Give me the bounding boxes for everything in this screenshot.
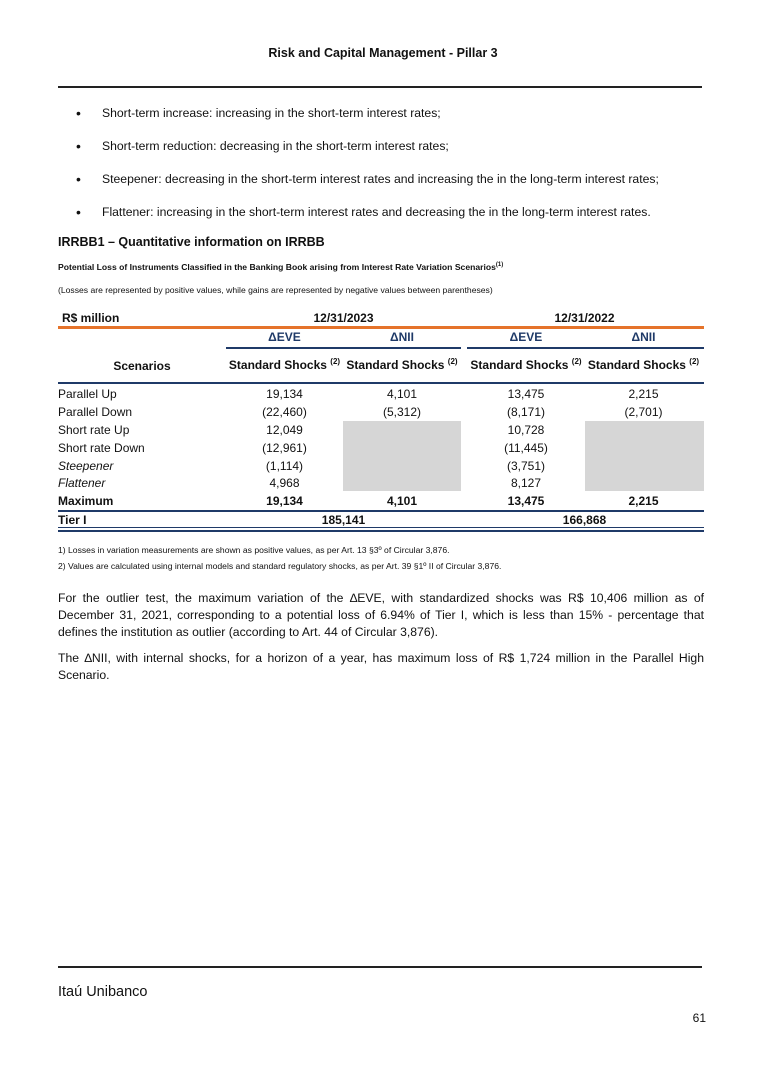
maximum-rule — [58, 510, 704, 512]
table-cell: 12,049 — [266, 423, 303, 437]
bullet-list — [58, 105, 702, 237]
table-cell: (8,171) — [506, 405, 546, 419]
page-number: 61 — [692, 1011, 706, 1025]
scenarios-header: Scenarios — [113, 359, 171, 373]
footer-divider — [58, 966, 702, 968]
table-bottom-rule — [58, 530, 704, 532]
tier1-value-2023: 185,141 — [321, 513, 366, 527]
table-cell: (5,312) — [382, 405, 422, 419]
table-cell: (11,445) — [504, 441, 548, 455]
table-cell: 13,475 — [507, 387, 545, 401]
table-cell: 4,968 — [269, 476, 300, 490]
nii-paragraph: The ∆NII, with internal shocks, for a horizon of a year, has maximum loss of R$ 1,724 million in the Parallel High Scenario. — [58, 651, 704, 682]
table-cell: (22,460) — [262, 405, 307, 419]
table-cell: 19,134 — [266, 387, 303, 401]
scenario-name: Flattener — [58, 476, 106, 490]
tier1-label: Tier I — [58, 513, 87, 527]
section-title: IRRBB1 – Quantitative information on IRRBB — [58, 235, 325, 249]
shock-header: Standard Shocks $^{(2)}$ — [346, 357, 458, 372]
scenario-name: Short rate Down — [58, 441, 145, 455]
table-cell: (12,961) — [262, 441, 307, 455]
scenario-name: Parallel Up — [58, 387, 117, 401]
scenario-name: Short rate Up — [58, 423, 130, 437]
table-cell: 2,215 — [628, 494, 659, 508]
period-header-2023: 12/31/2023 — [313, 311, 374, 325]
table-cell: (3,751) — [506, 459, 546, 473]
shock-header: Standard Shocks $^{(2)}$ — [228, 357, 341, 372]
not-applicable-shade — [585, 421, 704, 491]
header-orange-rule — [58, 326, 704, 329]
measure-eve-2022: ΔEVE — [509, 330, 543, 344]
shock-header: Standard Shocks $^{(2)}$ — [587, 357, 700, 372]
table-cell: 13,475 — [507, 494, 545, 508]
table-cell: (1,114) — [265, 459, 304, 473]
table-cell: 4,101 — [386, 387, 418, 401]
subtitle-text: Potential Loss of Instruments Classified in the Banking Book arising from Interest Rate Variation Scenarios — [58, 262, 496, 272]
table-cell: 2,215 — [628, 387, 659, 401]
table-cell: (2,701) — [624, 405, 663, 419]
footer-brand: Itaú Unibanco — [58, 984, 148, 1000]
unit-label: R$ million — [62, 311, 120, 325]
outlier-test-paragraph: For the outlier test, the maximum variation of the ∆EVE, with standardized shocks was R$ 10,406 million as of December 31, 2021, corresponding to a potential loss of 6.94% of Tier I, which is less than 15% - percentage that defines the institution as outlier (according to Art. 44 of Circular 3,876). — [58, 591, 704, 639]
bullet-icon: • — [76, 204, 81, 220]
scenario-name: Steepener — [58, 459, 114, 473]
maximum-label: Maximum — [58, 494, 114, 508]
table-cell: 19,134 — [266, 494, 303, 508]
header-bottom-rule — [58, 382, 704, 384]
tier1-value-2022: 166,868 — [562, 513, 607, 527]
scenario-name: Parallel Down — [58, 405, 133, 419]
measure-underline — [585, 347, 704, 349]
measure-nii-2023: ΔNII — [390, 330, 414, 344]
measure-underline — [226, 347, 343, 349]
header-divider — [58, 86, 702, 88]
not-applicable-shade — [343, 421, 461, 491]
footnote-1: 1) Losses in variation measurements are shown as positive values, as per Art. 13 §3º of Circular 3,876. — [58, 545, 450, 555]
table-cell: 8,127 — [510, 476, 542, 490]
measure-eve-2023: ΔEVE — [268, 330, 301, 344]
bullet-icon: • — [76, 171, 81, 187]
table-cell: 4,101 — [386, 494, 418, 508]
subtitle-ref: (1) — [495, 262, 504, 269]
sign-convention-note: (Losses are represented by positive values, while gains are represented by negative values between parentheses) — [58, 285, 493, 295]
bullet-text: Short-term reduction: decreasing in the short-term interest rates; — [102, 139, 449, 153]
table-bottom-rule — [58, 527, 704, 528]
bullet-icon: • — [76, 138, 81, 154]
measure-nii-2022: ΔNII — [631, 330, 656, 344]
bullet-text: Short-term increase: increasing in the short-term interest rates; — [102, 106, 441, 120]
table-subtitle — [58, 262, 503, 272]
bullet-item — [58, 204, 702, 220]
bullet-text: Flattener: increasing in the short-term interest rates and decreasing the in the long-term interest rates. — [102, 205, 651, 219]
bullet-text: Steepener: decreasing in the short-term interest rates and increasing the in the long-term interest rates; — [102, 172, 659, 186]
period-header-2022: 12/31/2022 — [554, 311, 615, 325]
bullet-item — [58, 138, 702, 154]
measure-underline — [343, 347, 461, 349]
shock-header: Standard Shocks $^{(2)}$ — [470, 357, 582, 372]
measure-underline — [467, 347, 585, 349]
page-header-title: Risk and Capital Management - Pillar 3 — [268, 46, 498, 60]
footnote-2: 2) Values are calculated using internal models and standard regulatory shocks, as per Art. 39 §1º II of Circular 3,876. — [58, 561, 502, 571]
table-cell: 10,728 — [507, 423, 545, 437]
bullet-icon: • — [76, 105, 81, 121]
bullet-item — [58, 171, 702, 187]
bullet-item — [58, 105, 702, 121]
